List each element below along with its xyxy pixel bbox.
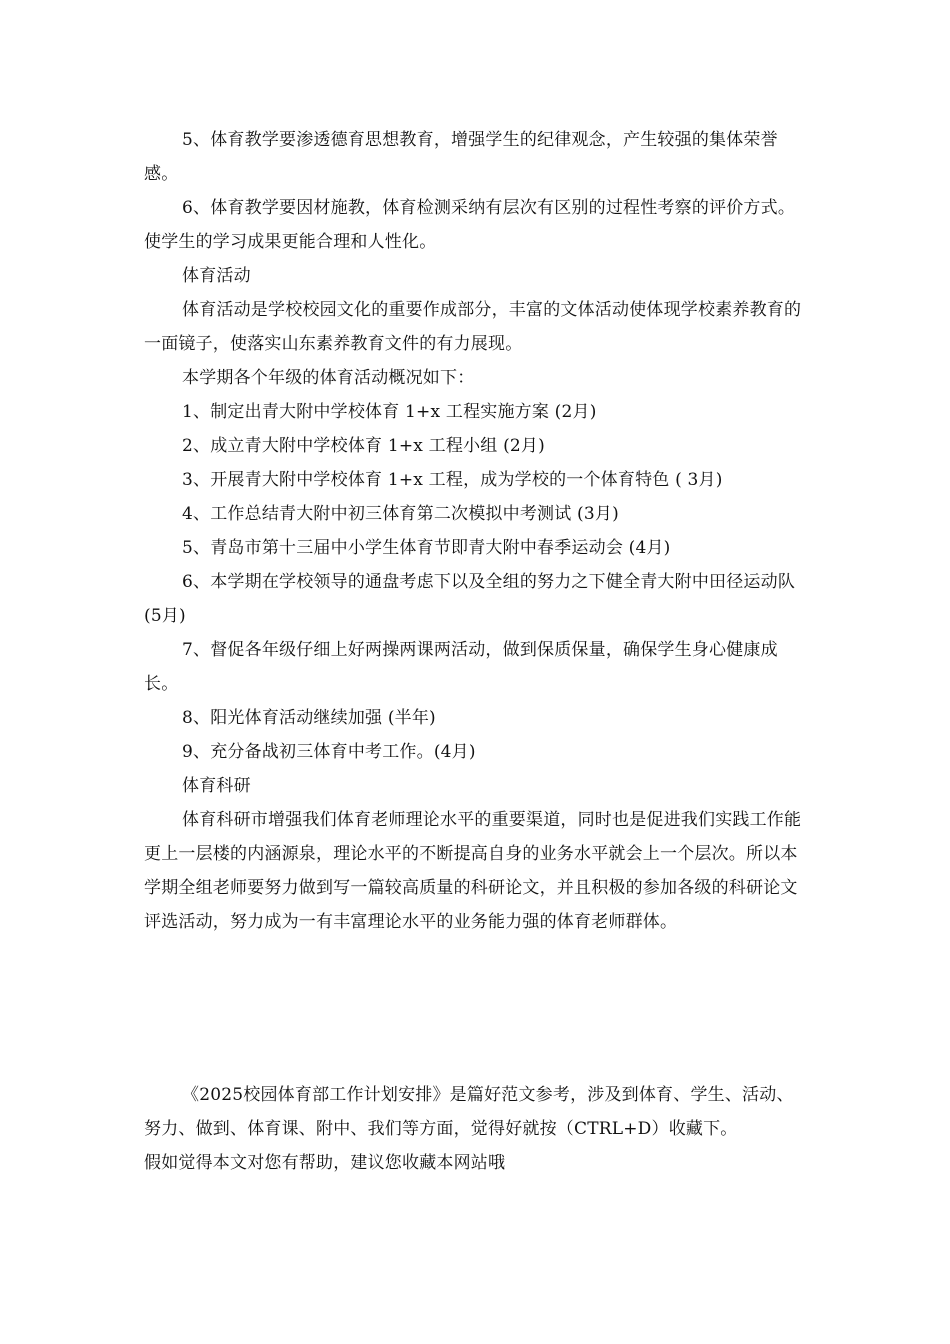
list-item: 8、阳光体育活动继续加强 (半年) [182, 708, 436, 728]
section-heading-sports-research: 体育科研 [182, 776, 251, 796]
section-heading-sports-activities: 体育活动 [182, 266, 251, 286]
list-item: 4、工作总结青大附中初三体育第二次模拟中考测试 (3月) [182, 504, 619, 524]
list-item: 2、成立青大附中学校体育 1+x 工程小组 (2月) [182, 436, 545, 456]
paragraph-activities-intro: 体育活动是学校校园文化的重要作成部分，丰富的文体活动使体现学校素养教育的一面镜子，使落实山东素养教育文件的有力展现。 [144, 300, 802, 354]
paragraph-item-6: 6、体育教学要因材施教，体育检测采纳有层次有区别的过程性考察的评价方式。使学生的学习成果更能合理和人性化。 [144, 198, 796, 252]
list-item: 5、青岛市第十三届中小学生体育节即青大附中春季运动会 (4月) [182, 538, 671, 558]
document-body [144, 123, 808, 939]
list-item: 7、督促各年级仔细上好两操两课两活动，做到保质保量，确保学生身心健康成长。 [144, 640, 778, 694]
paragraph-activities-overview: 本学期各个年级的体育活动概况如下： [182, 368, 475, 388]
footer-note: 假如觉得本文对您有帮助，建议您收藏本网站哦 [144, 1153, 506, 1173]
footer-summary: 《2025校园体育部工作计划安排》是篇好范文参考，涉及到体育、学生、活动、努力、做到、体育课、附中、我们等方面，觉得好就按（CTRL+D）收藏下。 [144, 1085, 794, 1139]
list-item: 6、本学期在学校领导的通盘考虑下以及全组的努力之下健全青大附中田径运动队 (5月) [144, 572, 796, 626]
list-item: 1、制定出青大附中学校体育 1+x 工程实施方案 (2月) [182, 402, 597, 422]
list-item: 9、充分备战初三体育中考工作。(4月) [182, 742, 476, 762]
paragraph-research: 体育科研市增强我们体育老师理论水平的重要渠道，同时也是促进我们实践工作能更上一层楼的内涵源泉，理论水平的不断提高自身的业务水平就会上一个层次。所以本学期全组老师要努力做到写一篇较高质量的科研论文，并且积极的参加各级的科研论文评选活动，努力成为一有丰富理论水平的业务能力强的体育老师群体。 [144, 810, 802, 932]
paragraph-item-5: 5、体育教学要渗透德育思想教育，增强学生的纪律观念，产生较强的集体荣誉感。 [144, 130, 778, 184]
document-footer [144, 1078, 808, 1180]
list-item: 3、开展青大附中学校体育 1+x 工程，成为学校的一个体育特色 ( 3月) [182, 470, 723, 490]
